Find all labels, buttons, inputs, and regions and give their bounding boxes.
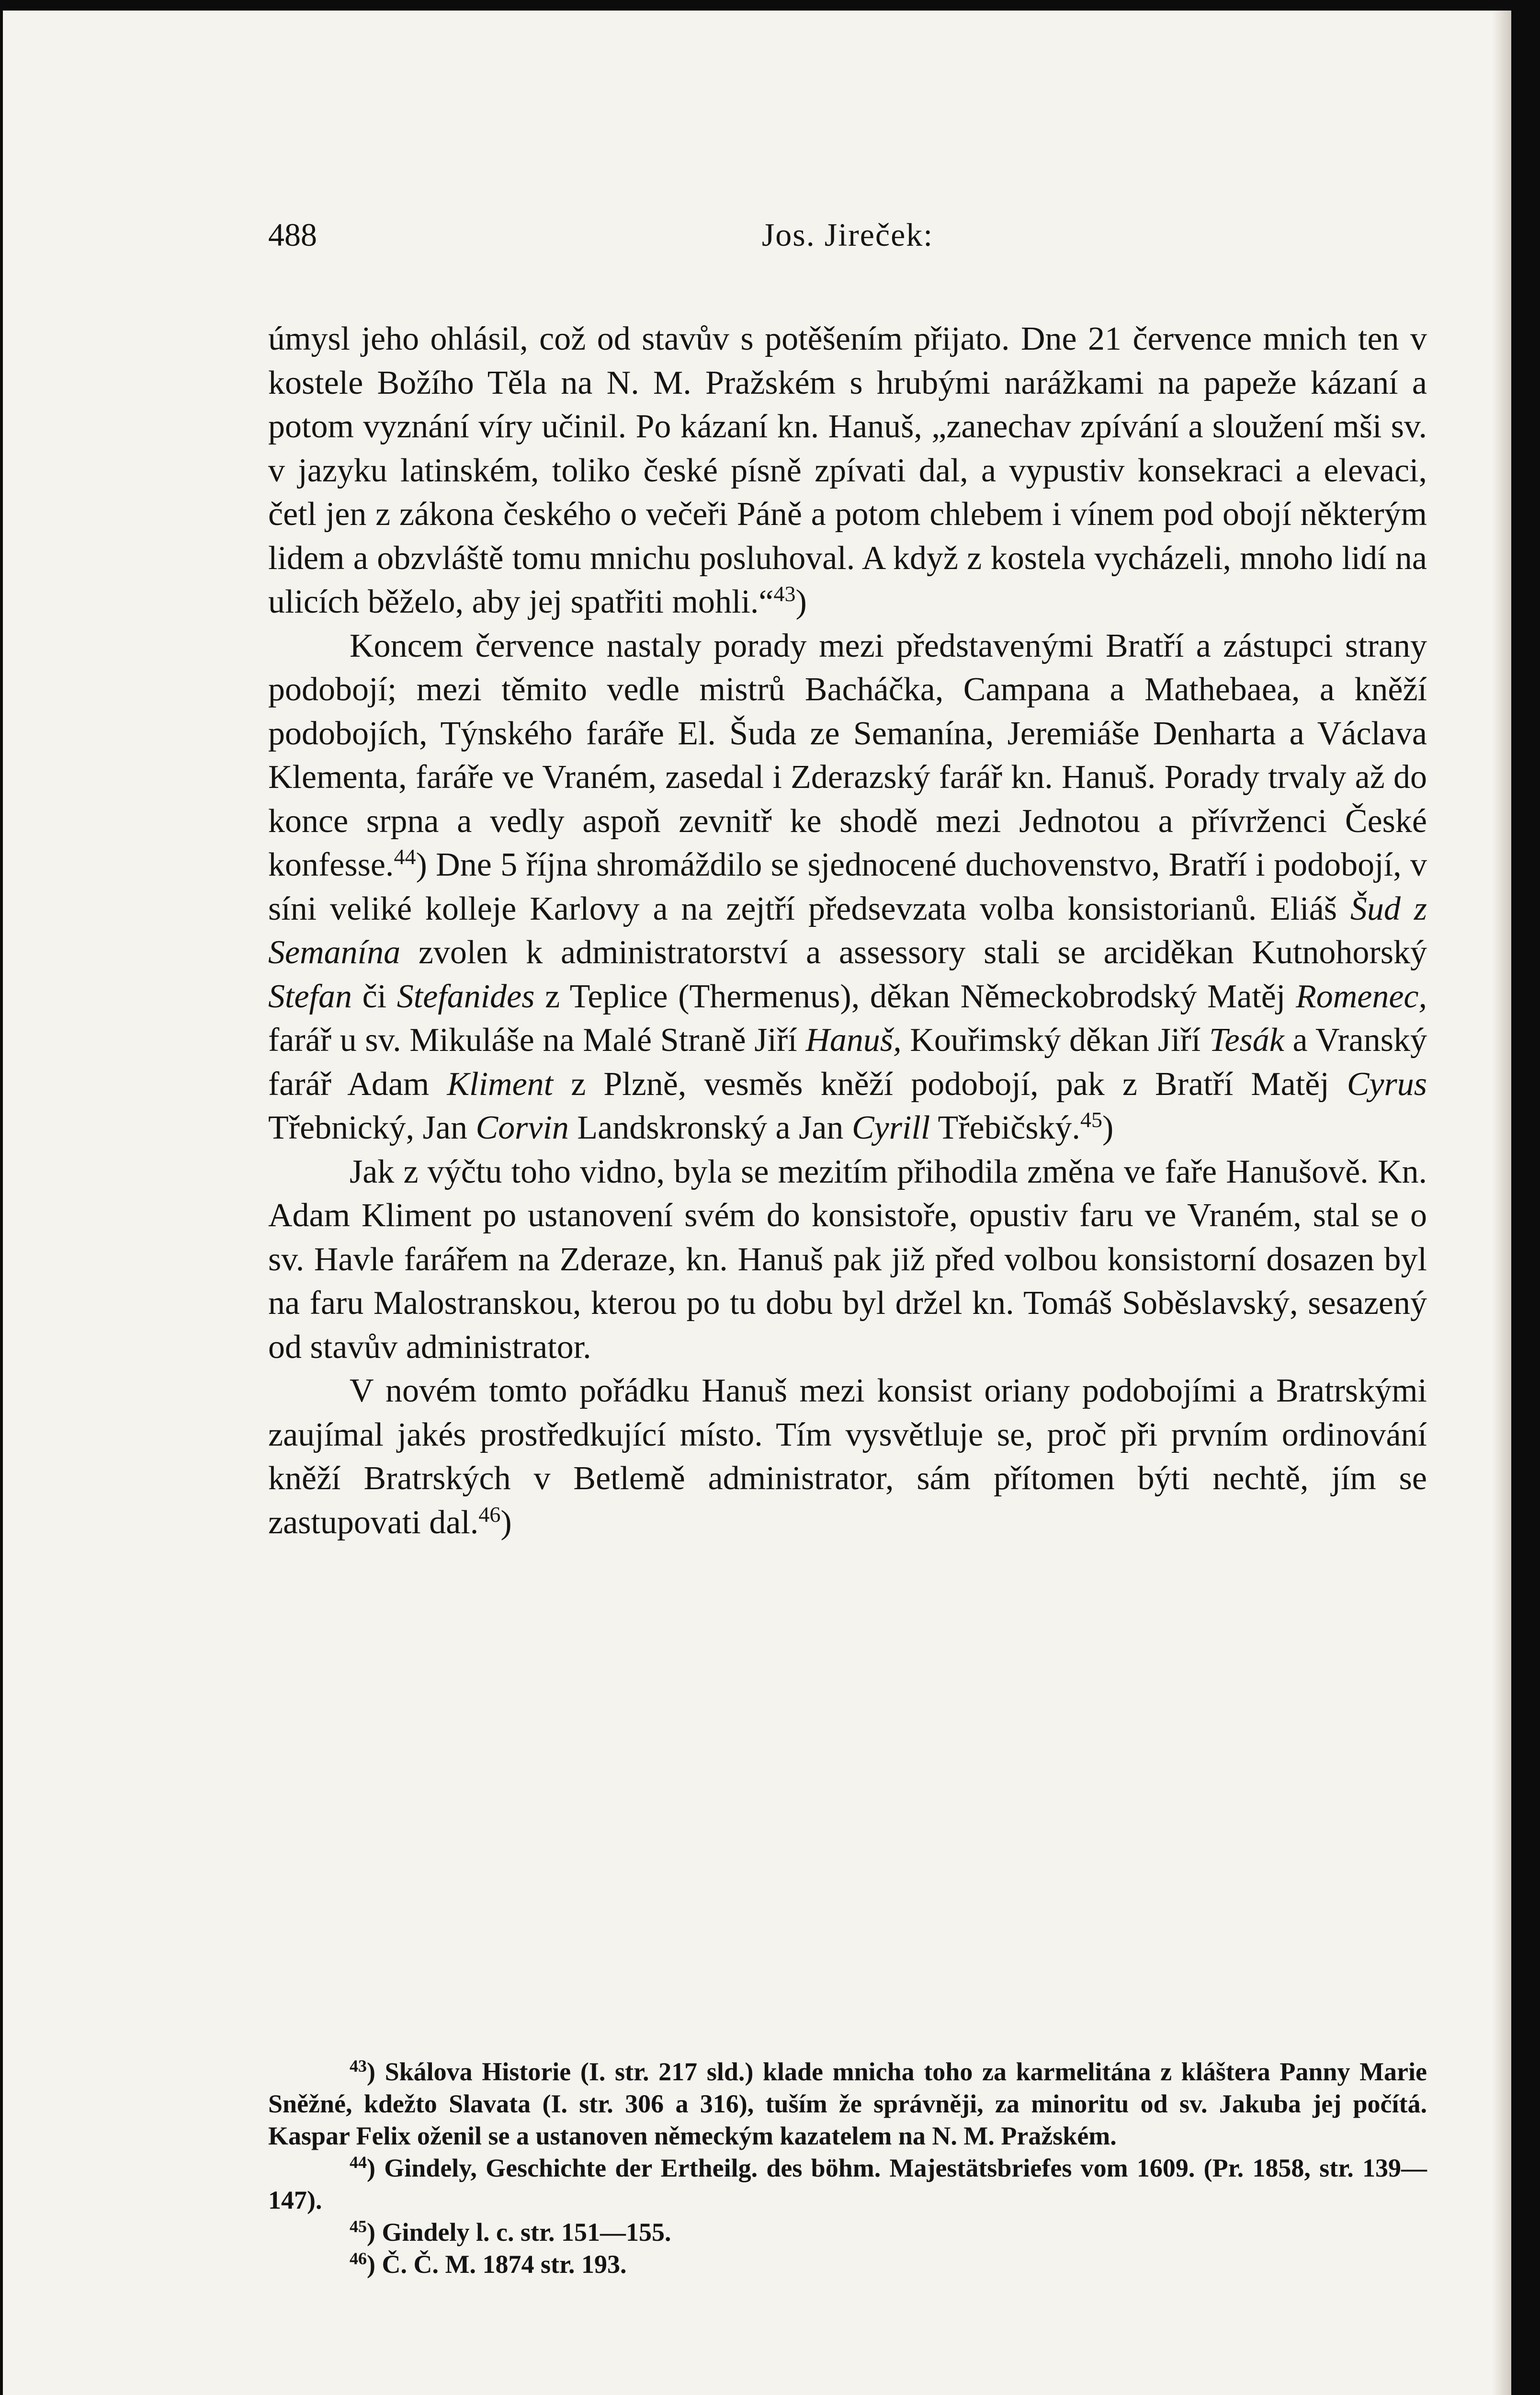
footnote-ref[interactable]: 43 <box>773 582 796 606</box>
paragraph-text: farář u sv. Mikuláše na Malé Straně Jiří <box>268 1022 806 1059</box>
footnote-number: 45 <box>350 2217 367 2236</box>
italic-name: Romenec, <box>1295 978 1427 1015</box>
italic-name: Stefan <box>268 978 352 1015</box>
italic-name: Cyrill <box>851 1109 930 1146</box>
footnote-text: ) Č. Č. M. 1874 str. 193. <box>367 2250 627 2279</box>
italic-name: Šud z Semanína <box>268 890 1427 971</box>
footnote-number: 46 <box>350 2249 367 2268</box>
page-header <box>268 211 1427 259</box>
footnote-ref[interactable]: 46 <box>478 1502 501 1527</box>
footnote-text: ) Gindely l. c. str. 151—155. <box>367 2218 671 2247</box>
italic-name: Corvin <box>476 1109 569 1146</box>
paragraph-text: z Plzně, vesměs kněží podobojí, pak z Bratří Matěj <box>553 1065 1347 1103</box>
footnote-45 <box>268 2216 1427 2248</box>
paragraph-1 <box>268 317 1427 624</box>
paragraph-text: ) <box>1102 1109 1114 1146</box>
paragraph-text: či <box>351 978 397 1015</box>
paragraph-text: ) Dne 5 října shromáždilo se sjednocené duchovenstvo, Bratří i podobojí, v síni veliké kolleje Karlovy a na zejtří předsevzata volba konsistorianů. Eliáš <box>268 846 1427 927</box>
italic-name: Tesák <box>1209 1022 1284 1059</box>
paragraph-text: Koncem července nastaly porady mezi představenými Bratří a zástupci strany podobojí; mezi těmito vedle mistrů Bacháčka, Campana a Mathebaea, a kněží podobojích, Týnského faráře El. Šuda ze Semanína, Jeremiáše Denharta a Václava Klementa, faráře ve Vraném, zasedal i Zderazský farář kn. Hanuš. Porady trvaly až do konce srpna a vedly aspoň zevnitř ke shodě mezi Jednotou a přívrženci České konfesse. <box>268 627 1427 883</box>
paragraph-text: Třebnický, Jan <box>268 1109 476 1146</box>
paragraph-4 <box>268 1369 1427 1544</box>
italic-name: Hanuš, <box>805 1022 902 1059</box>
running-title: Jos. Jireček: <box>761 217 934 253</box>
paragraph-text: ) <box>795 583 807 620</box>
footnote-text: ) Skálova Historie (I. str. 217 sld.) klade mnicha toho za karmelitána z kláštera Panny Marie Sněžné, kdežto Slavata (I. str. 306 a 316), tuším že správněji, za minoritu od sv. Jakuba jej počítá. Kaspar Felix oženil se a ustanoven německým kazatelem na N. M. Pražském. <box>268 2057 1427 2150</box>
footnotes <box>268 2056 1427 2281</box>
paragraph-text: úmysl jeho ohlásil, což od stavův s potěšením přijato. Dne 21 července mnich ten v kostele Božího Těla na N. M. Pražském s hrubými narážkami na papeže kázaní a potom vyznání víry učinil. Po kázaní kn. Hanuš, „zanechav zpívání a sloužení mši sv. v jazyku latinském, toliko české písně zpívati dal, a vypustiv konsekraci a elevaci, četl jen z zákona českého o večeři Páně a potom chlebem i vínem pod obojí některým lidem a obzvláště tomu mnichu posluhoval. A když z kostela vycházeli, mnoho lidí na ulicích běželo, aby jej spatřiti mohli.“ <box>268 320 1427 620</box>
page-number: 488 <box>268 217 317 253</box>
footnote-44 <box>268 2152 1427 2216</box>
italic-name: Kliment <box>447 1065 554 1103</box>
paragraph-text: a Vranský farář Adam <box>268 1022 1427 1103</box>
footnote-43 <box>268 2056 1427 2152</box>
paragraph-text: Kouřimský děkan Jiří <box>901 1022 1209 1059</box>
book-page <box>3 11 1511 2395</box>
paragraph-text: zvolen k administratorství a assessory stali se arciděkan Kutnohorský <box>400 934 1427 971</box>
page-edge-shadow <box>1492 11 1511 2395</box>
paragraph-3 <box>268 1150 1427 1369</box>
footnote-number: 44 <box>350 2153 367 2172</box>
footnote-ref[interactable]: 44 <box>394 844 416 869</box>
main-text <box>268 317 1427 1544</box>
paragraph-text: ) <box>500 1504 512 1541</box>
footnote-text: ) Gindely, Geschichte der Ertheilg. des böhm. Majestätsbriefes vom 1609. (Pr. 1858, str. 139—147). <box>268 2154 1427 2214</box>
paragraph-text: z Teplice (Thermenus), děkan Německobrodský Matěj <box>534 978 1296 1015</box>
paragraph-text: Jak z výčtu toho vidno, byla se mezitím přihodila změna ve faře Hanušově. Kn. Adam Kliment po ustanovení svém do konsistoře, opustiv faru ve Vraném, stal se o sv. Havle farářem na Zderaze, kn. Hanuš pak již před volbou konsistorní dosazen byl na faru Malostranskou, kterou po tu dobu byl držel kn. Tomáš Soběslavský, sesazený od stavův administrator. <box>268 1153 1427 1366</box>
footnote-number: 43 <box>350 2056 367 2076</box>
paragraph-text: Landskronský a Jan <box>568 1109 852 1146</box>
paragraph-text: V novém tomto pořádku Hanuš mezi konsist oriany podobojími a Bratrskými zaujímal jakés prostředkující místo. Tím vysvětluje se, proč při prvním ordinování kněží Bratrských v Betlemě administrator, sám přítomen býti nechtě, jím se zastupovati dal. <box>268 1372 1427 1541</box>
italic-name: Cyrus <box>1347 1065 1427 1103</box>
italic-name: Stefanides <box>396 978 535 1015</box>
footnote-ref[interactable]: 45 <box>1080 1107 1102 1132</box>
paragraph-text: Třebičský. <box>930 1109 1080 1146</box>
footnote-46 <box>268 2248 1427 2281</box>
paragraph-2 <box>268 624 1427 1150</box>
